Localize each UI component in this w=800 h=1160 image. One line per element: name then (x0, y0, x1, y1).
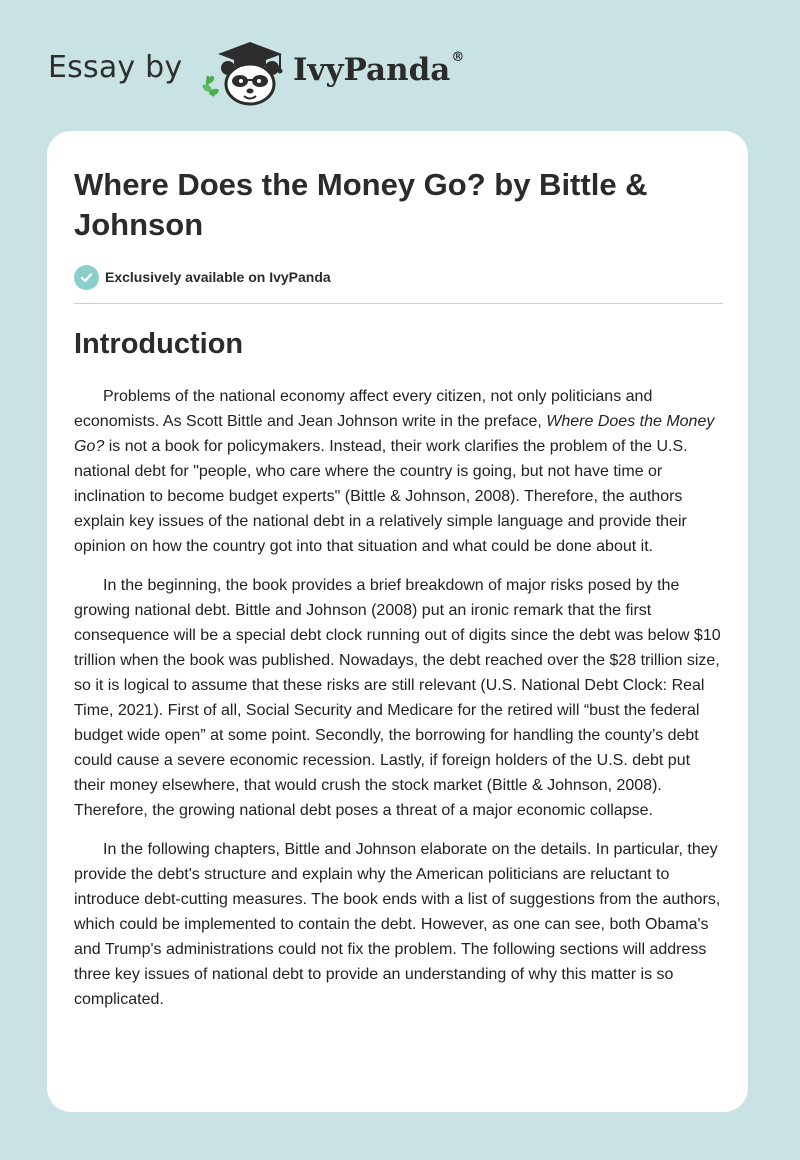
page-title: Where Does the Money Go? by Bittle & Johnson (74, 167, 648, 242)
panda-graduate-icon (200, 36, 292, 108)
paragraph: In the following chapters, Bittle and Johnson elaborate on the details. In particular, they provide the debt's structure and explain why the American politicians are reluctant to introduce debt-cutting measures. The book ends with a list of suggestions from the authors, which could be implemented to contain the debt. However, as one can see, both Obama's and Trump's administrations could not fix the problem. The following sections will address three key issues of national debt to provide an understanding of why this matter is so complicated. (74, 841, 721, 1008)
essay-by-label: Essay by (48, 50, 183, 85)
book-title: Where Does the Money Go? (74, 413, 715, 455)
paragraph (74, 384, 724, 559)
brand-label: IvyPanda (293, 52, 451, 88)
paragraph: In the beginning, the book provides a brief breakdown of major risks posed by the growing national debt. Bittle and Johnson (2008) put an ironic remark that the first consequence will be a special debt clock running out of digits since the debt was below $10 trillion when the book was published. Nowadays, the debt reached over the $28 trillion size, so it is logical to assume that these risks are still relevant (U.S. National Debt Clock: Real Time, 2021). First of all, Social Security and Medicare for the retired will “bust the federal budget wide open” at some point. Secondly, the borrowing for handling the county’s debt could cause a severe economic recession. Lastly, if foreign holders of the U.S. debt put their money elsewhere, that would crush the stock market (Bittle & Johnson, 2008). Therefore, the growing national debt poses a threat of a major economic collapse. (74, 577, 721, 819)
paragraph-text: Problems of the national economy affect every citizen, not only politicians and economists. As Scott Bittle and Jean Johnson write in the preface, (74, 388, 653, 430)
paragraph-text: is not a book for policymakers. Instead, their work clarifies the problem of the U.S. national debt for "people, who care where the country is going, but not have time or inclination to become budget experts" (Bittle & Johnson, 2008). Therefore, the authors explain key issues of the national debt in a relatively simple language and provide their opinion on how the country got into that situation and what could be done about it. (74, 438, 688, 555)
essay-card (47, 131, 748, 1112)
registered-mark: ® (451, 50, 465, 65)
divider (74, 303, 723, 304)
check-icon (74, 265, 99, 290)
article-body (74, 384, 724, 1026)
exclusive-badge (74, 264, 331, 290)
brand-name[interactable] (293, 52, 464, 88)
site-header (0, 0, 800, 120)
section-heading: Introduction (74, 328, 244, 360)
exclusive-label: Exclusively available on IvyPanda (105, 269, 331, 285)
